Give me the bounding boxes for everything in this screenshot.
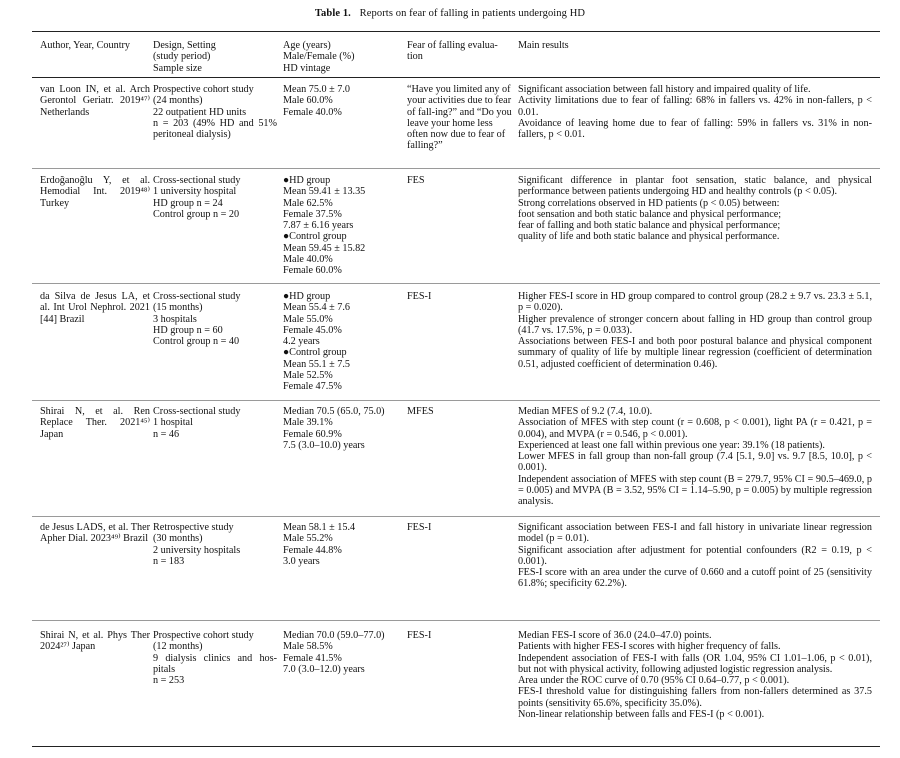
header-rule bbox=[32, 77, 880, 78]
cell-fear-evaluation: “Have you limited any of your activities due to fear of fall-ing?” and “Do you leave your home less often now due to fear of falling?” bbox=[407, 84, 512, 152]
cell-design: Cross-sectional study 1 hospital n = 46 bbox=[153, 406, 241, 440]
cell-age: Mean 58.1 ± 15.4 Male 55.2% Female 44.8% 3.0 years bbox=[283, 522, 356, 567]
cell-design: Cross-sectional study 1 university hospital HD group n = 24 Control group n = 20 bbox=[153, 175, 241, 220]
cell-main-results: Significant association between fall history and impaired quality of life. Activity limitations due to fear of falling: 68% in fallers vs. 42% in non-fallers, p < 0.01. Avoidance of leaving home due to fear of falling: 59% in fallers vs. 31% in non-fallers, p < 0.01. bbox=[518, 84, 872, 141]
cell-author: Shirai N, et al. Ren Replace Ther. 2021⁴⁵⁾ Japan bbox=[40, 406, 150, 440]
row-divider bbox=[32, 283, 880, 284]
cell-author: de Jesus LADS, et al. Ther Apher Dial. 2023⁴⁹⁾ Brazil bbox=[40, 522, 150, 545]
row-divider bbox=[32, 168, 880, 169]
cell-fear-evaluation: FES bbox=[407, 175, 425, 186]
header-author: Author, Year, Country bbox=[40, 40, 131, 51]
row-divider bbox=[32, 400, 880, 401]
cell-design: Prospective cohort study (24 months) 22 outpatient HD units n = 203 (49% HD and 51% peritoneal dialysis) bbox=[153, 84, 277, 141]
cell-author: da Silva de Jesus LA, et al. Int Urol Nephrol. 2021 [44] Brazil bbox=[40, 291, 150, 325]
header-design: Design, Setting (study period) Sample size bbox=[153, 40, 216, 74]
cell-main-results: Median FES-I score of 36.0 (24.0–47.0) points. Patients with higher FES-I scores with higher frequency of falls. Independent association of FES-I with falls (OR 1.04, 95% CI 1.01–1.06, p < 0.01), but not with physical activity, following adjusted logistic regression analysis. Area under the ROC curve of 0.70 (95% CI 0.64–0.77, p < 0.001). FES-I threshold value for distinguishing fallers from non-fallers determined as 37.5 points (sensitivity 65.6%, specificity 35.0%). Non-linear relationship between falls and FES-I (p < 0.001). bbox=[518, 630, 872, 721]
cell-design: Prospective cohort study (12 months) 9 dialysis clinics and hos-pitals n = 253 bbox=[153, 630, 277, 687]
cell-main-results: Significant difference in plantar foot sensation, static balance, and physical performance between patients undergoing HD and healthy controls (p < 0.05). Strong correlations observed in HD patients (p < 0.05) between: foot sensation and both static balance and physical performance; fear of falling and both static balance and physical performance; quality of life and both static balance and physical performance. bbox=[518, 175, 872, 243]
cell-age: Mean 75.0 ± 7.0 Male 60.0% Female 40.0% bbox=[283, 84, 350, 118]
cell-age: ●HD group Mean 55.4 ± 7.6 Male 55.0% Female 45.0% 4.2 years ●Control group Mean 55.1 ± 7.5 Male 52.5% Female 47.5% bbox=[283, 291, 350, 393]
cell-design: Cross-sectional study (15 months) 3 hospitals HD group n = 60 Control group n = 40 bbox=[153, 291, 241, 348]
cell-age: Median 70.0 (59.0–77.0) Male 58.5% Female 41.5% 7.0 (3.0–12.0) years bbox=[283, 630, 385, 675]
top-rule bbox=[32, 31, 880, 32]
table-caption bbox=[0, 8, 900, 19]
cell-author: Shirai N, et al. Phys Ther 2024²⁷⁾ Japan bbox=[40, 630, 150, 653]
cell-fear-evaluation: FES-I bbox=[407, 630, 432, 641]
cell-age: ●HD group Mean 59.41 ± 13.35 Male 62.5% Female 37.5% 7.87 ± 6.16 years ●Control group Mean 59.45 ± 15.82 Male 40.0% Female 60.0% bbox=[283, 175, 366, 277]
cell-fear-evaluation: MFES bbox=[407, 406, 434, 417]
cell-author: Erdoğanoğlu Y, et al. Hemodial Int. 2019⁴⁸⁾ Turkey bbox=[40, 175, 150, 209]
header-age: Age (years) Male/Female (%) HD vintage bbox=[283, 40, 355, 74]
cell-main-results: Significant association between FES-I and fall history in univariate linear regression model (p = 0.01). Significant association after adjustment for potential confounders (R2 = 0.19, p < 0.001). FES-I score with an area under the curve of 0.660 and a cutoff point of 25 (sensitivity 61.8%; specificity 62.2%). bbox=[518, 522, 872, 590]
cell-main-results: Median MFES of 9.2 (7.4, 10.0). Association of MFES with step count (r = 0.608, p < 0.001), light PA (r = 0.421, p = 0.004), and MVPA (r = 0.546, p < 0.001). Experienced at least one fall within previous one year: 39.1% (18 patients). Lower MFES in fall group than non-fall group (7.4 [5.1, 9.0] vs. 9.7 [8.5, 10.0], p < 0.001). Independent association of MFES with step count (B = 279.7, 95% CI = 90.5–469.0, p = 0.005) and MVPA (B = 3.52, 95% CI = 1.14–5.90, p = 0.005) by multiple regression analysis. bbox=[518, 406, 872, 508]
cell-age: Median 70.5 (65.0, 75.0) Male 39.1% Female 60.9% 7.5 (3.0–10.0) years bbox=[283, 406, 385, 451]
bottom-rule bbox=[32, 746, 880, 747]
row-divider bbox=[32, 620, 880, 621]
table-title: Reports on fear of falling in patients undergoing HD bbox=[359, 8, 586, 19]
cell-fear-evaluation: FES-I bbox=[407, 522, 432, 533]
cell-main-results: Higher FES-I score in HD group compared to control group (28.2 ± 9.7 vs. 23.3 ± 5.1, p = 0.020). Higher prevalence of stronger concern about falling in HD group than control group (41.7 vs. 17.5%, p = 0.033). Associations between FES-I and both poor postural balance and physical component summary of quality of life by multiple linear regression (coefficient of determination 0.51, adjusted coefficient of determination 0.46). bbox=[518, 291, 872, 370]
table-label: Table 1. bbox=[314, 8, 351, 19]
row-divider bbox=[32, 516, 880, 517]
cell-fear-evaluation: FES-I bbox=[407, 291, 432, 302]
header-main-results: Main results bbox=[518, 40, 569, 51]
cell-author: van Loon IN, et al. Arch Gerontol Geriatr. 2019⁴⁷⁾ Netherlands bbox=[40, 84, 150, 118]
header-fear-evaluation: Fear of falling evalua- tion bbox=[407, 40, 498, 63]
cell-design: Retrospective study (30 months) 2 university hospitals n = 183 bbox=[153, 522, 241, 567]
